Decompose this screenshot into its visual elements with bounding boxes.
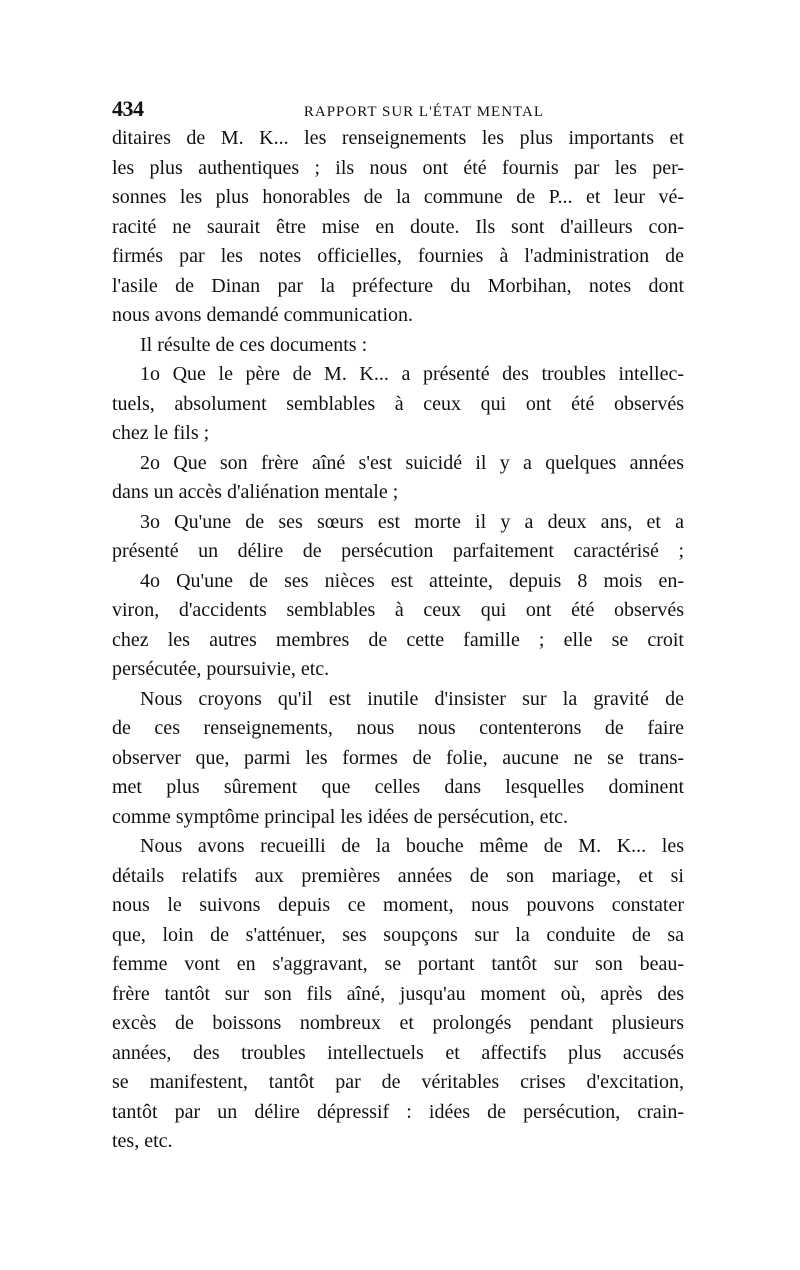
text-line: 2o Que son frère aîné s'est suicidé il y a quelques années [140, 451, 684, 474]
page-header [112, 96, 684, 122]
text-line: tuels, absolument semblables à ceux qui ont été observés [112, 392, 684, 415]
text-line: 3o Qu'une de ses sœurs est morte il y a deux ans, et a [140, 510, 684, 533]
text-line: excès de boissons nombreux et prolongés pendant plusieurs [112, 1012, 684, 1034]
text-line: Nous avons recueilli de la bouche même de M. K... les [140, 835, 684, 857]
text-line: Nous croyons qu'il est inutile d'insister sur la gravité de [140, 687, 684, 710]
text-line: présenté un délire de persécution parfaitement caractérisé ; [112, 540, 684, 562]
text-line: l'asile de Dinan par la préfecture du Morbihan, notes dont [112, 274, 684, 297]
text-line: tantôt par un délire dépressif : idées de persécution, crain- [112, 1100, 684, 1123]
text-line: sonnes les plus honorables de la commune de P... et leur vé- [112, 186, 684, 208]
text-line: chez les autres membres de cette famille ; elle se croit [112, 628, 684, 651]
text-line: nous le suivons depuis ce moment, nous pouvons constater [112, 894, 684, 916]
body-text [112, 124, 684, 1157]
text-line: frère tantôt sur son fils aîné, jusqu'au moment où, après des [112, 982, 684, 1005]
text-line: femme vont en s'aggravant, se portant tantôt sur son beau- [112, 953, 684, 975]
text-line: observer que, parmi les formes de folie, aucune ne se trans- [112, 746, 684, 769]
text-line: racité ne saurait être mise en doute. Ils sont d'ailleurs con- [112, 215, 684, 238]
text-line: années, des troubles intellectuels et affectifs plus accusés [112, 1041, 684, 1064]
text-line: tes, etc. [112, 1130, 173, 1152]
text-line: que, loin de s'atténuer, ses soupçons sur la conduite de sa [112, 923, 684, 946]
text-line: de ces renseignements, nous nous contenterons de faire [112, 717, 684, 739]
text-line: met plus sûrement que celles dans lesquelles dominent [112, 776, 684, 798]
running-head: RAPPORT SUR L'ÉTAT MENTAL [303, 104, 544, 120]
page-number: 434 [112, 96, 144, 121]
page-text-block [112, 96, 684, 1157]
text-line: firmés par les notes officielles, fournies à l'administration de [112, 245, 684, 267]
text-line: 1o Que le père de M. K... a présenté des troubles intellec- [140, 363, 684, 385]
text-line: 4o Qu'une de ses nièces est atteinte, depuis 8 mois en- [140, 569, 684, 592]
text-line: Il résulte de ces documents : [140, 333, 368, 356]
text-line: détails relatifs aux premières années de son mariage, et si [112, 864, 684, 887]
text-line: nous avons demandé communication. [112, 304, 414, 326]
text-line: chez le fils ; [112, 422, 210, 444]
text-line: comme symptôme principal les idées de persécution, etc. [112, 805, 568, 828]
text-line: ditaires de M. K... les renseignements les plus importants et [112, 127, 684, 149]
text-line: viron, d'accidents semblables à ceux qui ont été observés [112, 599, 684, 621]
text-line: les plus authentiques ; ils nous ont été fournis par les per- [112, 156, 684, 179]
text-line: dans un accès d'aliénation mentale ; [112, 481, 399, 503]
text-line: persécutée, poursuivie, etc. [112, 658, 330, 680]
text-line: se manifestent, tantôt par de véritables crises d'excitation, [112, 1071, 684, 1093]
